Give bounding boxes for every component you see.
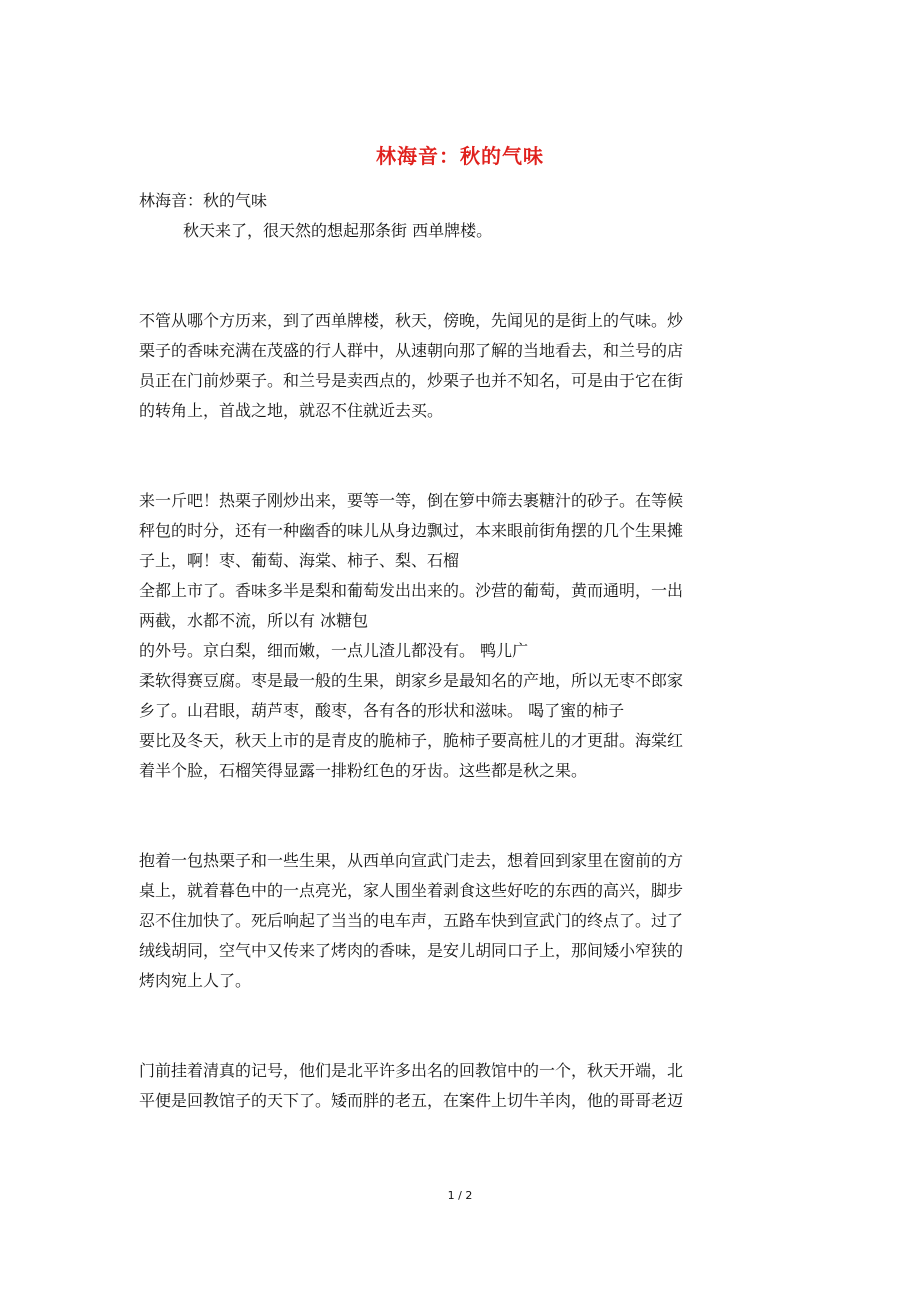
text-line: 门前挂着清真的记号，他们是北平许多出名的回教馆中的一个，秋天开端，北 bbox=[139, 1061, 684, 1080]
page-number: 1 / 2 bbox=[447, 1189, 473, 1202]
text-line: 要比及冬天，秋天上市的是青皮的脆柿子，脆柿子要高桩儿的才更甜。海棠红 bbox=[139, 731, 684, 750]
text-line: 不管从哪个方历来，到了西单牌楼，秋天，傍晚，先闻见的是街上的气味。炒 bbox=[139, 311, 684, 330]
paragraph-gap bbox=[139, 996, 789, 1056]
text-line: 烤肉宛上人了。 bbox=[139, 971, 252, 990]
text-line: 秋天来了，很天然的想起那条街 西单牌楼。 bbox=[183, 221, 493, 240]
text-line: 栗子的香味充满在茂盛的行人群中，从速朝向那了解的当地看去，和兰号的店 bbox=[139, 341, 684, 360]
text-line: 两截，水都不流，所以有 冰糖包 bbox=[139, 611, 369, 630]
text-line: 子上，啊！枣、葡萄、海棠、柿子、梨、石榴 bbox=[139, 551, 460, 570]
text-line: 着半个脸，石榴笑得显露一排粉红色的牙齿。这些都是秋之果。 bbox=[139, 761, 588, 780]
page-title: 林海音：秋的气味 bbox=[376, 144, 544, 168]
text-line: 平便是回教馆子的天下了。矮而胖的老五，在案件上切牛羊肉，他的哥哥老迈 bbox=[139, 1091, 684, 1110]
paragraph-gap bbox=[139, 246, 789, 306]
paragraph-gap bbox=[139, 426, 789, 486]
document-body bbox=[139, 186, 789, 1116]
paragraph-gap bbox=[139, 786, 789, 846]
document-subtitle: 林海音：秋的气味 bbox=[139, 191, 268, 210]
text-line: 抱着一包热栗子和一些生果，从西单向宣武门走去，想着回到家里在窗前的方 bbox=[139, 851, 684, 870]
text-line: 的转角上，首战之地，就忍不住就近去买。 bbox=[139, 401, 444, 420]
text-line: 来一斤吧！热栗子刚炒出来，要等一等，倒在箩中筛去裹糖汁的砂子。在等候 bbox=[139, 491, 684, 510]
text-line: 的外号。京白梨，细而嫩，一点儿渣儿都没有。 鸭儿广 bbox=[139, 641, 529, 660]
text-line: 乡了。山君眼，葫芦枣，酸枣，各有各的形状和滋味。 喝了蜜的柿子 bbox=[139, 701, 625, 720]
text-line: 忍不住加快了。死后响起了当当的电车声，五路车快到宣武门的终点了。过了 bbox=[139, 911, 684, 930]
text-line: 桌上，就着暮色中的一点亮光，家人围坐着剥食这些好吃的东西的高兴，脚步 bbox=[139, 881, 684, 900]
text-line: 柔软得赛豆腐。枣是最一般的生果，朗家乡是最知名的产地，所以无枣不郎家 bbox=[139, 671, 684, 690]
text-line: 员正在门前炒栗子。和兰号是卖西点的，炒栗子也并不知名，可是由于它在街 bbox=[139, 371, 684, 390]
text-line: 绒线胡同，空气中又传来了烤肉的香味，是安儿胡同口子上，那间矮小窄狭的 bbox=[139, 941, 684, 960]
text-line: 秤包的时分，还有一种幽香的味儿从身边飘过，本来眼前街角摆的几个生果摊 bbox=[139, 521, 684, 540]
text-line: 全都上市了。香味多半是梨和葡萄发出出来的。沙营的葡萄，黄而通明，一出 bbox=[139, 581, 684, 600]
